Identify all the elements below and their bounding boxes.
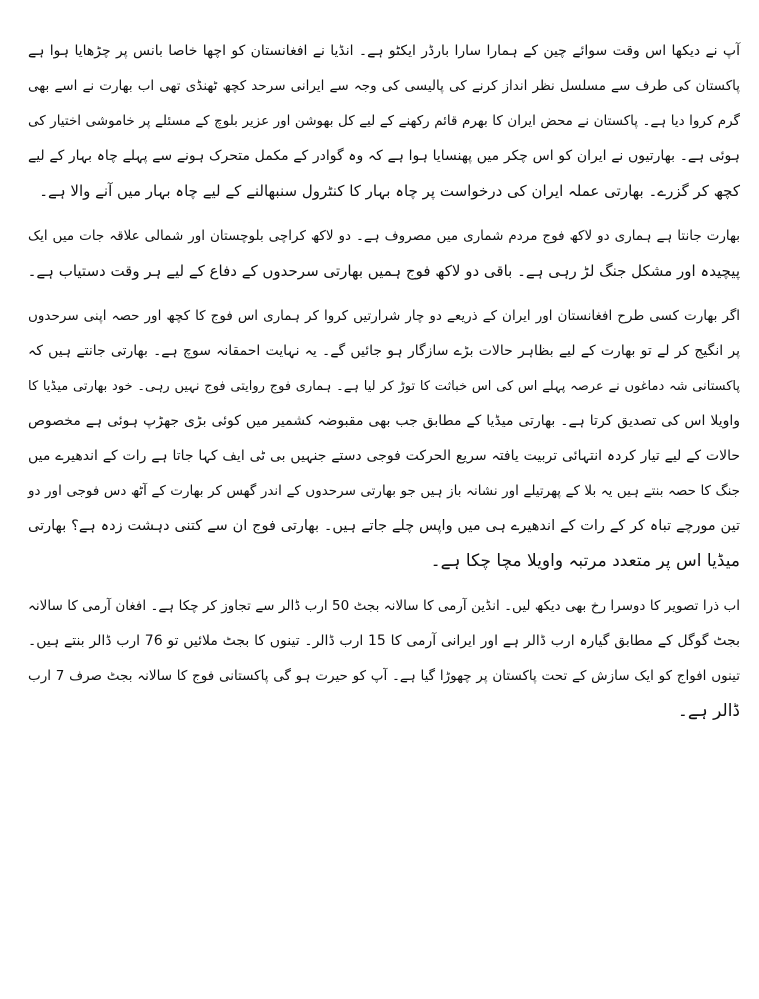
text-line: ڈالر ہے۔ (677, 701, 740, 721)
paragraph-4 (28, 589, 740, 729)
text-line: جنگ کا حصہ بنتے ہیں یہ بلا کے پھرتیلے اور نشانہ باز ہیں جو بھارتی سرحدوں کے اندر گھس کر بھارت کے آٹھ دس فوجی اور دو (28, 483, 740, 499)
paragraph-1 (28, 34, 740, 209)
text-line: واویلا اس کی تصدیق کرتا ہے۔ بھارتی میڈیا کے مطابق جب بھی مقبوضہ کشمیر میں کوئی بڑی جھڑپ ہوئی ہے مخصوص (28, 413, 740, 429)
text-line: اگر بھارت کسی طرح افغانستان اور ایران کے ذریعے دو چار شرارتیں کروا کر ہماری اس فوج کا کچھ اور حصہ اپنی سرحدوں (28, 308, 740, 324)
text-line: بھارت جانتا ہے ہماری دو لاکھ فوج مردم شماری میں مصروف ہے۔ دو لاکھ کراچی بلوچستان اور شمالی علاقہ جات میں ایک (28, 228, 740, 244)
text-line: تینوں افواج کو ایک سازش کے تحت پاکستان پر چھوڑا گیا ہے۔ آپ کو حیرت ہو گی پاکستانی فوج کا سالانہ بجٹ صرف 7 ارب (28, 668, 740, 684)
text-line: حالات کے لیے تیار کردہ انتہائی تربیت یافتہ سریع الحرکت فوجی دستے جنہیں بی ٹی ایف کہا جاتا ہے رات کے اندھیرے میں (28, 448, 740, 464)
text-line: پر انگیج کر لے تو بھارت کے لیے بظاہر حالات بڑے سازگار ہو جائیں گے۔ یہ نہایت احمقانہ سوچ ہے۔ بھارتی جانتے ہیں کہ (28, 343, 740, 359)
text-line: کچھ کر گزرے۔ بھارتی عملہ ایران کی درخواست پر چاہ بہار کا کنٹرول سنبھالنے کے لیے چاہ بہار میں آنے والا ہے۔ (39, 182, 740, 200)
paragraph-2 (28, 219, 740, 289)
article-body (28, 34, 740, 739)
text-line: میڈیا اس پر متعدد مرتبہ واویلا مچا چکا ہے۔ (430, 551, 740, 571)
text-line: اب ذرا تصویر کا دوسرا رخ بھی دیکھ لیں۔ انڈین آرمی کا سالانہ بجٹ 50 ارب ڈالر سے تجاوز کر چکا ہے۔ افغان آرمی کا سالانہ (28, 598, 740, 614)
text-line: آپ نے دیکھا اس وقت سوائے چین کے ہمارا سارا بارڈر ایکٹو ہے۔ انڈیا نے افغانستان کو اچھا خاصا بانس پر چڑھایا ہوا ہے (28, 43, 740, 59)
text-line: تین مورچے تباہ کر کے رات کے اندھیرے ہی میں واپس چلے جاتے ہیں۔ بھارتی فوج ان سے کتنی دہشت زدہ ہے؟ بھارتی (28, 518, 740, 534)
text-line: پاکستان کی طرف سے مسلسل نظر انداز کرنے کی پالیسی کی وجہ سے ایرانی سرحد کچھ ٹھنڈی تھی اب بھارت نے اسے بھی (28, 78, 740, 94)
text-line: پاکستانی شہ دماغوں نے عرصہ پہلے اس کی اس خباثت کا توڑ کر لیا ہے۔ ہماری فوج روایتی فوج نہیں رہی۔ خود بھارتی میڈیا کا (28, 379, 740, 394)
text-line: بجٹ گوگل کے مطابق گیارہ ارب ڈالر ہے اور ایرانی آرمی کا 15 ارب ڈالر۔ تینوں کا بجٹ ملائیں تو 76 ارب ڈالر بنتے ہیں۔ (28, 633, 740, 649)
paragraph-3 (28, 299, 740, 579)
text-line: گرم کروا دیا ہے۔ پاکستان نے محض ایران کا بھرم قائم رکھنے کے لیے کل بھوشن اور عزیر بلوچ کے مسئلے پر خاموشی اختیار کی (28, 113, 740, 129)
text-line: پیچیدہ اور مشکل جنگ لڑ رہی ہے۔ باقی دو لاکھ فوج ہمیں بھارتی سرحدوں کے دفاع کے لیے ہر وقت دستیاب ہے۔ (27, 262, 740, 280)
text-line: ہوئی ہے۔ بھارتیوں نے ایران کو اس چکر میں پھنسایا ہوا ہے کہ وہ گوادر کے مکمل متحرک ہونے سے پہلے چاہ بہار کے لیے (28, 148, 740, 164)
